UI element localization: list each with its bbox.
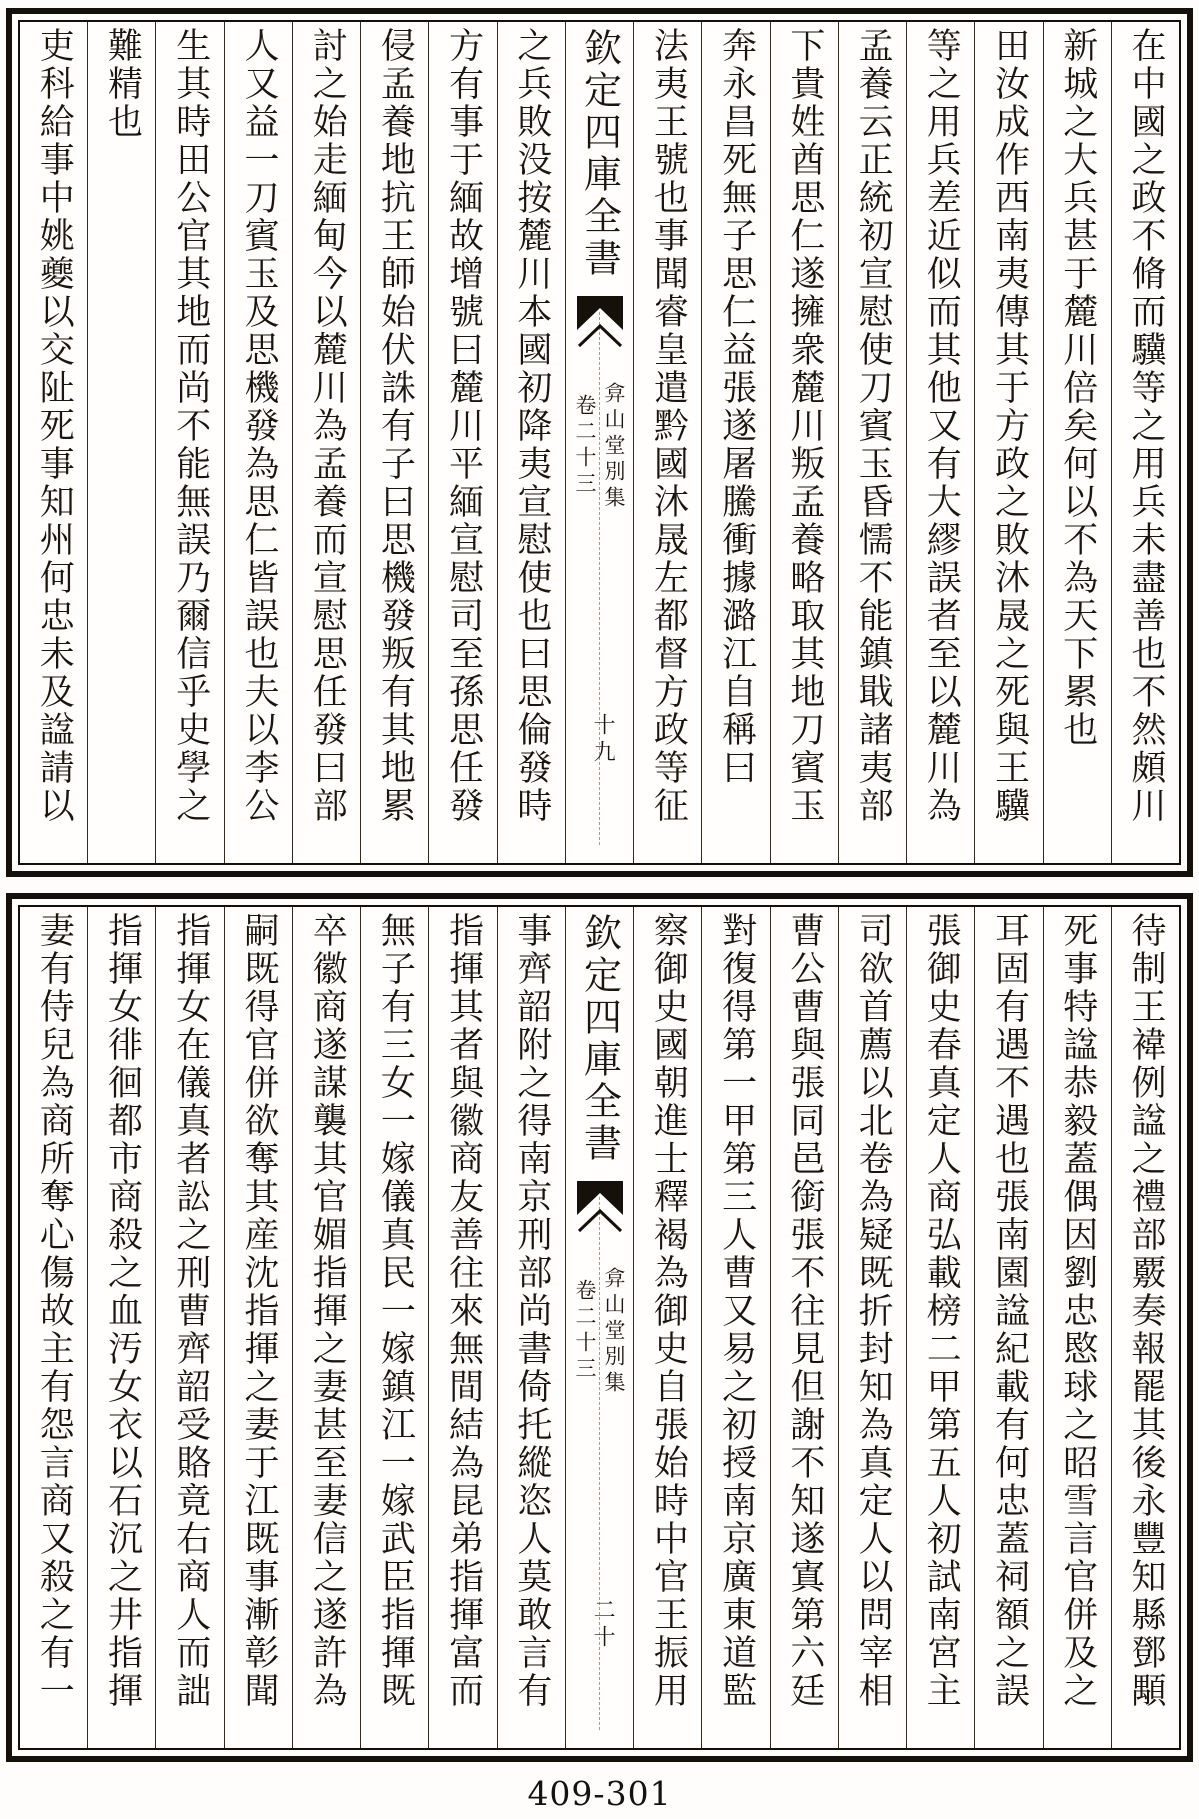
page-frame-top [18, 20, 1181, 865]
juan-label: 卷二十三 [573, 1279, 597, 1383]
text-column: 在中國之政不脩而驥等之用兵未盡善也不然頗川 [1111, 22, 1179, 863]
text-column: 吏科給事中姚夔以交阯死事知州何忠未及諡請以 [34, 27, 75, 825]
fishtail-icon [577, 1181, 623, 1243]
text-column: 奔永昌死無子思仁益張遂屠騰衝據潞江自稱曰 [701, 22, 769, 863]
text-column: 討之始走緬甸今以麓川為孟養而宣慰思任發曰部 [292, 22, 360, 863]
siku-title: 欽定四庫全書 [577, 913, 622, 1165]
book-title: 弇山堂別集 [602, 382, 626, 512]
page-block-top [6, 8, 1193, 877]
text-column: 無子有三女一嫁儀真民一嫁鎮江一嫁武臣指揮既 [360, 907, 428, 1748]
page-number: 十九 [590, 713, 616, 767]
text-column: 難精也 [87, 22, 155, 863]
text-column: 察御史國朝進士釋褐為御史自張始時中官王振用 [633, 907, 701, 1748]
text-column: 之兵敗没按麓川本國初降夷宣慰使也曰思倫發時 [497, 22, 565, 863]
text-column: 司欲首薦以北卷為疑既折封知為真定人以問宰相 [838, 907, 906, 1748]
text-column: 嗣既得官併欲奪其産沈指揮之妻于江既事漸彰聞 [224, 907, 292, 1748]
text-column: 卒徽商遂謀襲其官媚指揮之妻甚至妻信之遂許為 [292, 907, 360, 1748]
banxin-labels [566, 1267, 633, 1397]
siku-title: 欽定四庫全書 [577, 28, 622, 280]
juan-label: 卷二十三 [573, 394, 597, 498]
text-column: 新城之大兵甚于麓川倍矣何以不為天下累也 [1043, 22, 1111, 863]
text-column: 對復得第一甲第三人曹又易之初授南京廣東道監 [701, 907, 769, 1748]
page-frame-bottom [18, 905, 1181, 1750]
center-fold-column [565, 22, 633, 863]
text-column: 生其時田公官其地而尚不能無誤乃爾信乎史學之 [155, 22, 223, 863]
text-column: 侵孟養地抗王師始伏誅有子曰思機發叛有其地累 [360, 22, 428, 863]
text-column: 田汝成作西南夷傳其于方政之敗沐晟之死與王驥 [974, 22, 1042, 863]
text-column: 張御史春真定人商弘載榜二甲第五人初試南宮主 [906, 907, 974, 1748]
text-column: 妻有侍兒為商所奪心傷故主有怨言商又殺之有一 [34, 912, 75, 1710]
text-column: 人又益一刀賓玉及思機發為思仁皆誤也夫以李公 [224, 22, 292, 863]
fishtail-icon [577, 296, 623, 358]
page-block-bottom [6, 893, 1193, 1762]
plate-number: 409-301 [527, 1774, 672, 1813]
text-column: 曹公曹與張同邑銜張不往見但謝不知遂寘第六廷 [770, 907, 838, 1748]
center-fold-column [565, 907, 633, 1748]
text-column: 耳固有遇不遇也張南園諡紀載有何忠蓋祠額之誤 [974, 907, 1042, 1748]
text-column: 方有事于緬故增號曰麓川平緬宣慰司至孫思任發 [428, 22, 496, 863]
text-column: 等之用兵差近似而其他又有大繆誤者至以麓川為 [906, 22, 974, 863]
text-column: 事齊韶附之得南京刑部尚書倚托縱恣人莫敢言有 [497, 907, 565, 1748]
banxin-labels [566, 382, 633, 512]
text-column: 待制王褘例諡之禮部覈奏報罷其後永豐知縣鄧顒 [1111, 907, 1179, 1748]
text-column: 下貴姓酋思仁遂擁衆麓川叛孟養略取其地刀賓玉 [770, 22, 838, 863]
text-column: 死事特諡恭毅蓋偶因劉忠愍球之昭雪言官併及之 [1043, 907, 1111, 1748]
text-column: 指揮女在儀真者訟之刑曹齊韶受賂竟右商人而詘 [155, 907, 223, 1748]
page-number: 二十 [590, 1598, 616, 1652]
text-column: 法夷王號也事聞睿皇遣黔國沐晟左都督方政等征 [633, 22, 701, 863]
text-column: 指揮其者與徽商友善往來無間結為昆弟指揮富而 [428, 907, 496, 1748]
text-column: 孟養云正統初宣慰使刀賓玉昏懦不能鎮戢諸夷部 [838, 22, 906, 863]
book-title: 弇山堂別集 [602, 1267, 626, 1397]
text-column: 指揮女徘徊都市商殺之血汚女衣以石沉之井指揮 [87, 907, 155, 1748]
